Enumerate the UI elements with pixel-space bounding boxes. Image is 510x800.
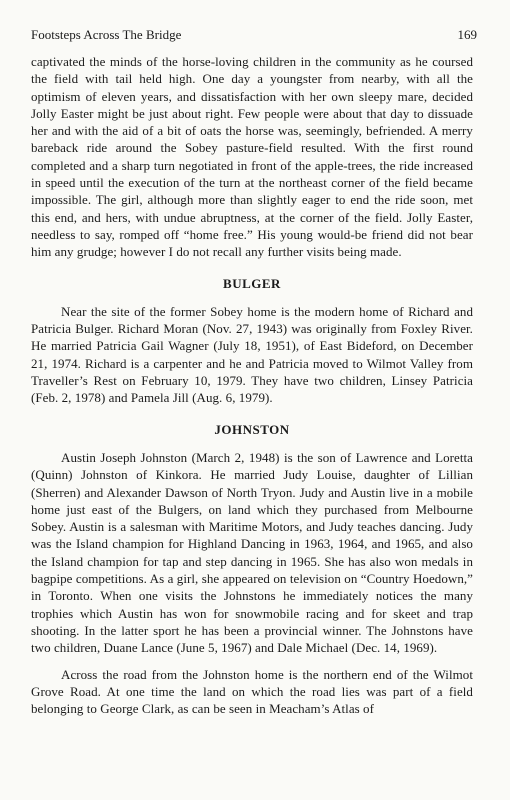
running-header: [31, 27, 477, 43]
page-number: 169: [457, 27, 477, 42]
paragraph-bulger: Near the site of the former Sobey home is the modern home of Richard and Patricia Bulger. Richard Moran (Nov. 27, 1943) was originally from Foxley River. He married Patricia Gail Wagner (July 18, 1951), of East Bideford, on December 21, 1974. Richard is a carpenter and he and Patricia moved to Wilmot Valley from Traveller’s Rest on February 10, 1979. They have two children, Linsey Patricia (Feb. 2, 1978) and Pamela Jill (Aug. 6, 1979).: [31, 303, 473, 406]
paragraph-wilmot-grove-road: Across the road from the Johnston home is the northern end of the Wilmot Grove Road. At one time the land on which the road lies was part of a field belonging to George Clark, as can be seen in Meacham’s Atlas of: [31, 666, 473, 717]
page-body: [31, 53, 473, 717]
paragraph-gap: [31, 657, 473, 666]
paragraph-johnston: Austin Joseph Johnston (March 2, 1948) is the son of Lawrence and Loretta (Quinn) Johnston of Kinkora. He married Judy Louise, daughter of Lillian (Sherren) and Alexander Dawson of North Tryon. Judy and Austin live in a mobile home just east of the Bulgers, on land which they purchased from Melbourne Sobey. Austin is a salesman with Maritime Motors, and Judy teaches dancing. Judy was the Island champion for Highland Dancing in 1963, 1964, and 1965, and also the Island champion for tap and step dancing in 1965. She has also won medals in bagpipe competitions. As a girl, she appeared on television on “Country Hoedown,” in Toronto. When one visits the Johnstons he immediately notices the many trophies which Austin has won for snowmobile racing and for skeet and trap shooting. In the latter sport he has been a provincial winner. The Johnstons have two children, Duane Lance (June 5, 1967) and Dale Michael (Dec. 14, 1969).: [31, 449, 473, 656]
section-heading-bulger: BULGER: [223, 275, 281, 291]
section-heading-johnston: JOHNSTON: [214, 421, 290, 437]
book-title: Footsteps Across The Bridge: [31, 27, 182, 42]
paragraph-continued: captivated the minds of the horse-loving children in the community as he coursed the field with tail held high. One day a youngster from nearby, with all the optimism of eleven years, and dissatisfaction with her own sleepy mare, decided Jolly Easter might be just about right. Few people were about that day to dissuade her and with the aid of a bit of oats the horse was, seemingly, befriended. A merry bareback ride around the Sobey pasture-field resulted. With the first round completed and a sharp turn negotiated in front of the apple-trees, the ride increased in speed until the execution of the turn at the northeast corner of the field became impossible. The girl, although more than slightly eager to end the ride soon, met this end, and hers, with undue abruptness, at the corner of the field. Jolly Easter, needless to say, romped off “home free.” His young would-be friend did not bear him any grudge; however I do not recall any further visits being made.: [31, 54, 473, 260]
